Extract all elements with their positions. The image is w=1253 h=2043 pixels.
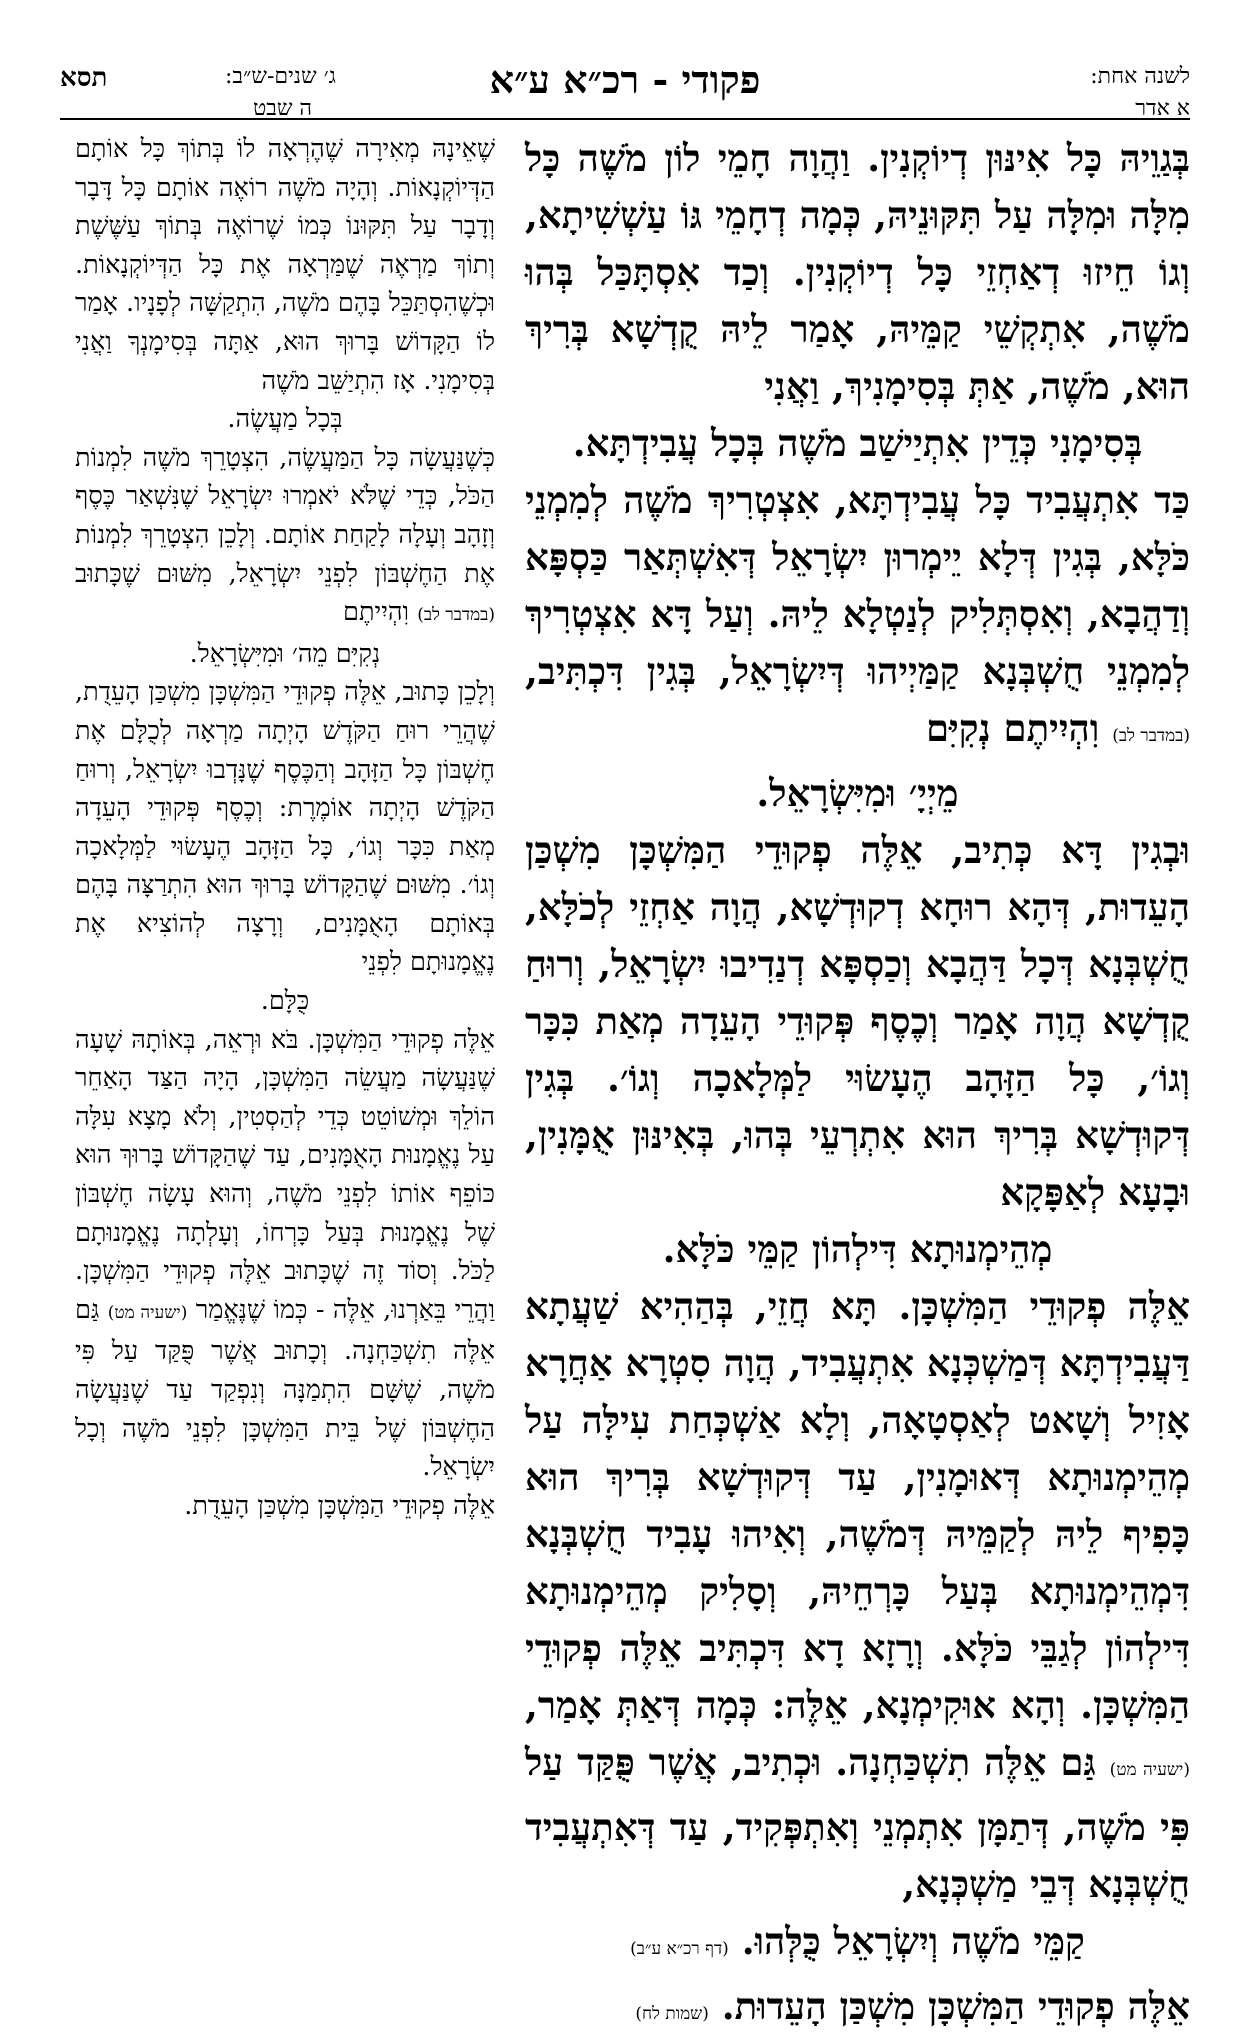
verse-reference: (ישעיה מט) xyxy=(107,1302,188,1323)
side-column-hebrew xyxy=(75,130,495,1830)
side-paragraph: שֶׁאֵינָהּ מְאִירָה שֶׁהֶרְאָה לוֹ בְּתוֹךְ כָּל אוֹתָם הַדְּיוֹקְנָאוֹת. וְהָיָה מֹשֶׁה רוֹאֶה אוֹתָם כָּל דָּבָר וְדָבָר עַל תִּקּוּנוֹ כְּמוֹ שֶׁרוֹאֶה בְּתוֹךְ עַשֶּׁשֶׁת וְתוֹךְ מַרְאֶה שֶׁמַּרְאָה אֶת כָּל הַדְּיוֹקְנָאוֹת. וּכְשֶׁהִסְתַּכֵּל בָּהֶם מֹשֶׁה, הִתְקַשָּׁה לְפָנָיו. אָמַר לוֹ הַקָּדוֹשׁ בָּרוּךְ הוּא, אַתָּה בְּסִימָנְךָ וַאֲנִי בְּסִימָנִי. אָז הִתְיַשֵּׁב מֹשֶׁה xyxy=(75,134,495,396)
main-paragraph: אֵלֶּה פְקוּדֵי הַמִּשְׁכָּן מִשְׁכַּן הָעֵדוּת. (שמות לח) xyxy=(635,1984,1190,2028)
main-paragraph-end: בְּסִימָנִי כְּדֵין אִתְיַישַׁב מֹשֶׁה בְּכָל עֲבִידְתָּא. xyxy=(572,421,1143,465)
verse-reference: (במדבר לב) xyxy=(1112,726,1190,746)
main-paragraph: בְּגַוֵיהּ כָּל אִינּוּן דְיוֹקְנִין. וַהֲוָה חָמֵי לוֹן מֹשֶׁה כָּל מִלָּה וּמִלָּה עַל תִּקּוּנֵיהּ, כְּמָה דְחָמֵי גּוֹ עַשְׁשִׁיתָא, וְגוֹ חֵיזוּ דְאַחְזֵי כָּל דְיוֹקְנִין. וְכַד אִסְתָּכַּל בְּהוּ מֹשֶׁה, אִתְקְשֵׁי קַמֵּיהּ, אָמַר לֵיהּ קֻדְשָׁא בְּרִיךְ הוּא, מֹשֶׁה, אַתְּ בְּסִימָנִיךְ, וַאֲנִי xyxy=(525,136,1190,408)
main-paragraph-end: מֵיְיָ׳ וּמִיִּשְׂרָאֵל. xyxy=(756,771,959,815)
schedule-month: א אדר xyxy=(1135,96,1190,121)
schedule-years: ג׳ שנים-ש״ב: xyxy=(225,64,336,89)
main-paragraph: כַּד אִתְעֲבִיד כָּל עֲבִידְתָּא, אִצְטְרִיךְ מֹשֶׁה לְמִמְנֵי כֹּלָּא, בְּגִין דְּלָא יֵימְרוּן יִשְׂרָאֵל דְּאִשְׁתְּאַר כַּסְפָּא וְדַהֲבָא, וְאִסְתְּלִיק לְנַטְלָא לֵיהּ. וְעַל דָּא אִצְטְרִיךְ לְמִמְנֵי חֻשְׁבְּנָא קַמַּיְיהוּ דְּיִשְׂרָאֵל, בְּגִין דִּכְתִּיב, (במדבר לב) וִהְיִיתֶם נְקִיִּם xyxy=(525,478,1190,750)
folio-reference: (דף רכ״א ע״ב) xyxy=(630,1939,729,1959)
schedule-date: ה שבט xyxy=(252,96,313,121)
side-paragraph: אֵלֶּה פְקוּדֵי הַמִּשְׁכָּן מִשְׁכַּן הָעֵדֻת. xyxy=(184,1490,495,1521)
verse-reference: (ישעיה מט) xyxy=(1109,1760,1190,1780)
side-paragraph-end: נְקִיִּם מֵה׳ וּמִיִּשְׂרָאֵל. xyxy=(189,638,381,669)
main-paragraph-end: קַמֵּי מֹשֶׁה וְיִשְׂרָאֵל כֻּלְּהוּ. (דף רכ״א ע״ב) xyxy=(630,1919,1085,1963)
header-rule xyxy=(60,118,1190,120)
side-paragraph: כְּשֶׁנַּעֲשָׂה כָּל הַמַּעֲשֶׂה, הִצְטָרֵךְ מֹשֶׁה לִמְנוֹת הַכֹּל, כְּדֵי שֶׁלֹּא יֹאמְרוּ יִשְׂרָאֵל שֶׁנִּשְׁאַר כֶּסֶף וְזָהָב וְעָלָה לָקַחַת אוֹתָם. וְלָכֵן הִצְטָרֵךְ לִמְנוֹת אֶת הַחֶשְׁבּוֹן לִפְנֵי יִשְׂרָאֵל, מִשּׁוּם שֶׁכָּתוּב (במדבר לב) וִהְיִיתֶם xyxy=(75,442,495,628)
side-paragraph-end: בְּכָל מַעֲשֶׂה. xyxy=(227,404,343,435)
main-column-aramaic xyxy=(524,130,1190,2028)
side-paragraph-end: כֻּלָּם. xyxy=(260,986,310,1017)
verse-reference: (במדבר לב) xyxy=(417,605,495,626)
page-header xyxy=(60,55,1190,125)
schedule-label: לשנה אחת: xyxy=(1090,64,1190,89)
page-number: תסא xyxy=(60,63,108,93)
page-title: פקודי - רכ״א ע״א xyxy=(489,57,761,102)
main-paragraph: וּבְגִין דָּא כְּתִיב, אֵלֶּה פְקוּדֵי הַמִּשְׁכָּן מִשְׁכַּן הָעֵדוּת, דְּהָא רוּחָא דְקוּדְשָׁא, הֲוָה אַחְזֵי לְכֹלָּא, חֻשְׁבְּנָא דְּכָל דַּהֲבָא וְכַסְפָּא דְנַדִיבוּ יִשְׂרָאֵל, וְרוּחַ קֻדְשָׁא הֲוָה אָמַר וְכֶסֶף פְּקוּדֵי הָעֵדָה מְאַת כִּכָּר וְגוֹ׳, כָּל הַזָּהָב הֶעָשׂוּי לַמְּלָאכָה וְגוֹ׳. בְּגִין דְּקוּדְשָׁא בְּרִיךְ הוּא אִתְרְעֵי בְּהוּ, בְּאִינּוּן אֻמָּנִין, וּבָעָא לְאַפָּקָא xyxy=(525,828,1190,1214)
verse-reference: (שמות לח) xyxy=(635,2004,709,2024)
side-paragraph: וְלָכֵן כָּתוּב, אֵלֶּה פְקוּדֵי הַמִּשְׁכָּן מִשְׁכַּן הָעֵדֻת, שֶׁהֲרֵי רוּחַ הַקֹּדֶשׁ הָיְתָה מַרְאָה לְכֻלָּם אֶת חֶשְׁבּוֹן כָּל הַזָּהָב וְהַכֶּסֶף שֶׁנָּדְבוּ יִשְׂרָאֵל, וְרוּחַ הַקֹּדֶשׁ הָיְתָה אוֹמֶרֶת: וְכֶסֶף פְּקוּדֵי הָעֵדָה מְאַת כִּכָּר וְגוֹ׳, כָּל הַזָּהָב הֶעָשׂוּי לַמְּלָאכָה וְגוֹ׳. מִשּׁוּם שֶׁהַקָּדוֹשׁ בָּרוּךְ הוּא הִתְרַצָּה בָּהֶם בְּאוֹתָם הָאֻמָּנִים, וְרָצָה לְהוֹצִיא אֶת נֶאֱמָנוּתָם לִפְנֵי xyxy=(75,677,495,978)
side-paragraph: אֵלֶּה פְקוּדֵי הַמִּשְׁכָּן. בֹּא וּרְאֵה, בְּאוֹתָהּ שָׁעָה שֶׁנַּעֲשָׂה מַעֲשֵׂה הַמִּשְׁכָּן, הָיָה הַצַּד הָאַחֵר הוֹלֵךְ וּמְשׁוֹטֵט כְּדֵי לְהַסְטִין, וְלֹא מָצָא עִלָּה עַל נֶאֱמָנוּת הָאֻמָּנִים, עַד שֶׁהַקָּדוֹשׁ בָּרוּךְ הוּא כּוֹפֵף אוֹתוֹ לִפְנֵי מֹשֶׁה, וְהוּא עָשָׂה חֶשְׁבּוֹן שֶׁל נֶאֱמָנוּת בְּעַל כָּרְחוֹ, וְעָלְתָה נֶאֱמָנוּתָם לַכֹּל. וְסוֹד זֶה שֶׁכָּתוּב אֵלֶּה פְקוּדֵי הַמִּשְׁכָּן. וַהֲרֵי בֵּאַרְנוּ, אֵלֶּה - כְּמוֹ שֶׁנֶּאֱמַר (ישעיה מט) גַּם אֵלֶּה תִשְׁכַּחְנָה. וְכָתוּב אֲשֶׁר פֻּקַּד עַל פִּי מֹשֶׁה, שֶׁשָּׁם הִתְמַנָּה וְנִפְקַד עַד שֶׁנַּעֲשָׂה הַחֶשְׁבּוֹן שֶׁל בֵּית הַמִּשְׁכָּן לִפְנֵי מֹשֶׁה וְכָל יִשְׂרָאֵל. xyxy=(75,1024,495,1483)
main-paragraph: אֵלֶּה פְקוּדֵי הַמִּשְׁכָּן. תָּא חֲזֵי, בְּהַהִיא שַׁעֲתָא דַּעֲבִידְתָּא דְּמַשְׁכְּנָא אִתְעֲבִיד, הֲוָה סִטְרָא אַחֲרָא אָזִיל וְשָׁאט לְאַסְטָאָה, וְלָא אַשְׁכְּחַת עִילָּה עַל מְהֵימְנוּתָא דְּאוּמָנִין, עַד דְּקוּדְשָׁא בְּרִיךְ הוּא כָּפִיף לֵיהּ לְקַמֵּיהּ דְּמֹשֶׁה, וְאִיהוּ עָבִיד חֻשְׁבְּנָא דִּמְהֵימְנוּתָא בְּעַל כָּרְחֵיהּ, וְסָלִיק מְהֵימְנוּתָא דִּילְהוֹן לְגַבֵּי כֹּלָּא. וְרָזָא דָא דִּכְתִּיב אֵלֶּה פְקוּדֵי הַמִּשְׁכָּן. וְהָא אוּקִימְנָא, אֵלֶּה: כְּמָה דְּאַתְּ אָמַר, (ישעיה מט) גַּם אֵלֶּה תִשְׁכַּחְנָה. וּכְתִיב, אֲשֶׁר פֻּקַּד עַל פִּי מֹשֶׁה, דְּתַמָּן אִתְמְנֵי וְאִתְפְּקִיד, עַד דְּאִתְעֲבִיד חֻשְׁבְּנָא דְּבֵי מַשְׁכְּנָא, xyxy=(524,1284,1190,1906)
main-paragraph-end: מְהֵימְנוּתָא דִּילְהוֹן קַמֵּי כֹּלָּא. xyxy=(662,1227,1053,1271)
